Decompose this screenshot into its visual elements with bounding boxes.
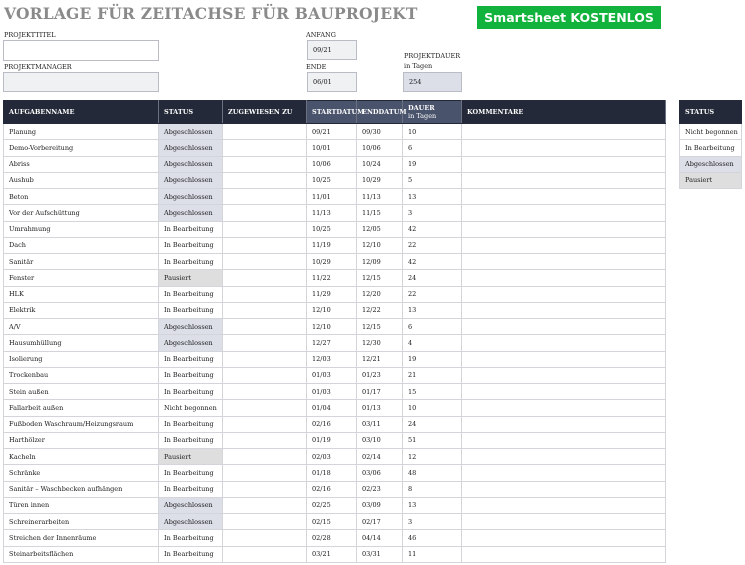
cell-task[interactable]: Harthölzer [4,432,159,448]
cell-start[interactable]: 01/19 [307,432,357,448]
cell-comments[interactable] [462,530,666,546]
cell-task[interactable]: Trockenbau [4,367,159,383]
project-manager-field[interactable] [3,72,159,92]
cell-duration[interactable]: 6 [403,140,462,156]
cell-comments[interactable] [462,465,666,481]
cell-task[interactable]: Hausumhüllung [4,335,159,351]
cell-start[interactable]: 11/22 [307,270,357,286]
table-row [4,221,666,237]
cell-comments[interactable] [462,400,666,416]
cell-status[interactable]: Pausiert [159,449,223,465]
cell-status[interactable]: Nicht begonnen [159,400,223,416]
cell-duration[interactable]: 3 [403,514,462,530]
cell-duration[interactable]: 13 [403,189,462,205]
duration-label: PROJEKTDAUER [404,52,461,60]
cell-comments[interactable] [462,237,666,253]
cell-comments[interactable] [462,432,666,448]
cell-assigned[interactable] [223,286,307,302]
cell-assigned[interactable] [223,384,307,400]
cell-end[interactable]: 12/22 [357,302,403,318]
table-row [4,400,666,416]
table-row [4,546,666,562]
table-row [4,205,666,221]
cell-end[interactable]: 10/24 [357,156,403,172]
cell-duration[interactable]: 5 [403,172,462,188]
duration-header-sub: in Tagen [408,112,437,120]
cell-start[interactable]: 11/19 [307,237,357,253]
cell-task[interactable]: Umrahmung [4,221,159,237]
cell-status[interactable]: In Bearbeitung [159,221,223,237]
cell-status[interactable]: In Bearbeitung [159,286,223,302]
cell-assigned[interactable] [223,351,307,367]
cell-status[interactable]: Abgeschlossen [159,124,223,140]
cell-end[interactable]: 02/23 [357,481,403,497]
cell-task[interactable]: Elektrik [4,302,159,318]
cell-comments[interactable] [462,351,666,367]
cell-start[interactable]: 11/01 [307,189,357,205]
cell-task[interactable]: HLK [4,286,159,302]
cell-duration[interactable]: 19 [403,351,462,367]
cell-task[interactable]: Streichen der Innenräume [4,530,159,546]
cell-start[interactable]: 10/25 [307,221,357,237]
cell-duration[interactable]: 13 [403,497,462,513]
cell-assigned[interactable] [223,416,307,432]
cell-start[interactable]: 01/03 [307,384,357,400]
cell-end[interactable]: 01/13 [357,400,403,416]
cell-end[interactable]: 10/29 [357,172,403,188]
table-row [4,384,666,400]
cell-status[interactable]: Abgeschlossen [159,172,223,188]
cell-task[interactable]: Dach [4,237,159,253]
col-header-assigned[interactable]: ZUGEWIESEN ZU [223,101,307,124]
cell-task[interactable]: Stein außen [4,384,159,400]
col-header-duration[interactable] [403,101,462,124]
cell-status[interactable]: In Bearbeitung [159,465,223,481]
cell-end[interactable]: 12/15 [357,319,403,335]
table-row [4,497,666,513]
legend-header: STATUS [680,101,742,124]
cell-end[interactable]: 03/09 [357,497,403,513]
cell-comments[interactable] [462,221,666,237]
cell-start[interactable]: 09/21 [307,124,357,140]
col-header-status[interactable]: STATUS [159,101,223,124]
cell-status[interactable]: Abgeschlossen [159,205,223,221]
project-title-label: PROJEKTTITEL [4,31,56,39]
cell-task[interactable]: Isolierung [4,351,159,367]
cell-status[interactable]: Abgeschlossen [159,319,223,335]
cell-start[interactable]: 10/29 [307,254,357,270]
cell-assigned[interactable] [223,124,307,140]
cell-comments[interactable] [462,124,666,140]
cell-start[interactable]: 10/25 [307,172,357,188]
cell-end[interactable]: 02/14 [357,449,403,465]
cell-assigned[interactable] [223,497,307,513]
cell-end[interactable]: 12/05 [357,221,403,237]
cell-task[interactable]: Fenster [4,270,159,286]
cell-start[interactable]: 12/03 [307,351,357,367]
cell-comments[interactable] [462,416,666,432]
cell-start[interactable]: 03/21 [307,546,357,562]
cell-end[interactable]: 04/14 [357,530,403,546]
cell-duration[interactable]: 42 [403,221,462,237]
cell-status[interactable]: Abgeschlossen [159,156,223,172]
cell-task[interactable]: Planung [4,124,159,140]
cell-task[interactable]: Fußboden Waschraum/Heizungsraum [4,416,159,432]
cell-duration[interactable]: 48 [403,465,462,481]
cell-end[interactable]: 11/15 [357,205,403,221]
cell-duration[interactable]: 22 [403,286,462,302]
col-header-comments[interactable]: KOMMENTARE [462,101,666,124]
cell-duration[interactable]: 8 [403,481,462,497]
table-row [4,449,666,465]
cell-end[interactable]: 12/20 [357,286,403,302]
legend-paused: Pausiert [680,172,742,188]
table-row [4,270,666,286]
cell-start[interactable]: 02/15 [307,514,357,530]
status-legend [679,100,742,189]
cell-task[interactable]: Kacheln [4,449,159,465]
project-end-field[interactable]: 06/01 [307,72,357,92]
cell-duration[interactable]: 10 [403,124,462,140]
cell-task[interactable]: Abriss [4,156,159,172]
cell-start[interactable]: 01/04 [307,400,357,416]
cell-start[interactable]: 11/29 [307,286,357,302]
cell-comments[interactable] [462,497,666,513]
cell-status[interactable]: In Bearbeitung [159,302,223,318]
cell-status[interactable]: In Bearbeitung [159,351,223,367]
cell-comments[interactable] [462,270,666,286]
table-row [4,140,666,156]
table-row [4,254,666,270]
page-title: VORLAGE FÜR ZEITACHSE FÜR BAUPROJEKT [4,4,418,23]
project-start-field[interactable]: 09/21 [307,40,357,60]
cell-assigned[interactable] [223,400,307,416]
timeline-table [3,100,666,563]
cell-start[interactable]: 10/06 [307,156,357,172]
cell-end[interactable]: 12/09 [357,254,403,270]
cell-task[interactable]: Vor der Aufschüttung [4,205,159,221]
legend-completed: Abgeschlossen [680,156,742,172]
cell-start[interactable]: 02/28 [307,530,357,546]
table-header-row [4,101,666,124]
cell-comments[interactable] [462,449,666,465]
cell-end[interactable]: 03/31 [357,546,403,562]
cell-comments[interactable] [462,286,666,302]
cell-duration[interactable]: 4 [403,335,462,351]
cell-status[interactable]: Abgeschlossen [159,497,223,513]
end-label: ENDE [306,63,327,71]
cell-duration[interactable]: 51 [403,432,462,448]
cell-assigned[interactable] [223,319,307,335]
cell-task[interactable]: Sanitär [4,254,159,270]
cell-assigned[interactable] [223,140,307,156]
cell-assigned[interactable] [223,270,307,286]
cell-duration[interactable]: 15 [403,384,462,400]
cell-task[interactable]: Schreinerarbeiten [4,514,159,530]
cell-task[interactable]: A/V [4,319,159,335]
cell-comments[interactable] [462,384,666,400]
cell-duration[interactable]: 11 [403,546,462,562]
project-title-field[interactable] [3,40,159,61]
cell-end[interactable]: 12/15 [357,270,403,286]
table-row [4,335,666,351]
cell-start[interactable]: 12/10 [307,302,357,318]
cell-status[interactable]: Pausiert [159,270,223,286]
cell-end[interactable]: 12/10 [357,237,403,253]
cell-start[interactable]: 12/27 [307,335,357,351]
table-row [4,367,666,383]
cell-comments[interactable] [462,481,666,497]
cell-assigned[interactable] [223,546,307,562]
cell-duration[interactable]: 6 [403,319,462,335]
cell-assigned[interactable] [223,481,307,497]
cell-assigned[interactable] [223,205,307,221]
cell-assigned[interactable] [223,221,307,237]
cell-start[interactable]: 02/16 [307,416,357,432]
cell-assigned[interactable] [223,302,307,318]
cell-end[interactable]: 01/23 [357,367,403,383]
cell-end[interactable]: 03/10 [357,432,403,448]
cell-duration[interactable]: 22 [403,237,462,253]
project-duration-value: 254 [403,72,462,92]
cell-end[interactable]: 02/17 [357,514,403,530]
table-row [4,172,666,188]
legend-not-started: Nicht begonnen [680,124,742,140]
cell-comments[interactable] [462,335,666,351]
cell-comments[interactable] [462,189,666,205]
cell-assigned[interactable] [223,465,307,481]
cell-duration[interactable]: 46 [403,530,462,546]
cell-comments[interactable] [462,302,666,318]
table-row [4,465,666,481]
cell-start[interactable]: 10/01 [307,140,357,156]
cell-task[interactable]: Fallarbeit außen [4,400,159,416]
cell-duration[interactable]: 12 [403,449,462,465]
cell-status[interactable]: In Bearbeitung [159,367,223,383]
cell-assigned[interactable] [223,530,307,546]
table-row [4,286,666,302]
cell-task[interactable]: Steinarbeitsflächen [4,546,159,562]
cell-status[interactable]: In Bearbeitung [159,432,223,448]
cell-status[interactable]: Abgeschlossen [159,189,223,205]
table-row [4,302,666,318]
cell-comments[interactable] [462,546,666,562]
cell-duration[interactable]: 24 [403,270,462,286]
project-manager-label: PROJEKTMANAGER [4,63,72,71]
duration-sublabel: in Tagen [404,62,433,70]
cell-status[interactable]: Abgeschlossen [159,335,223,351]
try-smartsheet-button[interactable]: Smartsheet KOSTENLOS testen [477,6,661,29]
cell-duration[interactable]: 3 [403,205,462,221]
cell-end[interactable]: 12/21 [357,351,403,367]
cell-status[interactable]: In Bearbeitung [159,481,223,497]
cell-comments[interactable] [462,140,666,156]
start-label: ANFANG [306,31,336,39]
cell-assigned[interactable] [223,189,307,205]
cell-task[interactable]: Schränke [4,465,159,481]
cell-assigned[interactable] [223,172,307,188]
cell-comments[interactable] [462,367,666,383]
table-row [4,481,666,497]
cell-start[interactable]: 02/25 [307,497,357,513]
table-row [4,156,666,172]
table-row [4,319,666,335]
cell-status[interactable]: In Bearbeitung [159,546,223,562]
cell-assigned[interactable] [223,156,307,172]
cell-task[interactable]: Türen innen [4,497,159,513]
cell-end[interactable]: 03/11 [357,416,403,432]
table-row [4,432,666,448]
duration-header-text: DAUER [408,104,435,112]
cell-task[interactable]: Beton [4,189,159,205]
cell-end[interactable]: 03/06 [357,465,403,481]
col-header-task[interactable]: AUFGABENNAME [4,101,159,124]
cell-assigned[interactable] [223,514,307,530]
cell-start[interactable]: 01/18 [307,465,357,481]
cell-comments[interactable] [462,319,666,335]
cell-comments[interactable] [462,514,666,530]
table-row [4,124,666,140]
cell-status[interactable]: In Bearbeitung [159,384,223,400]
cell-start[interactable]: 02/16 [307,481,357,497]
cell-duration[interactable]: 13 [403,302,462,318]
cell-task[interactable]: Demo-Vorbereitung [4,140,159,156]
cell-end[interactable]: 01/17 [357,384,403,400]
cell-assigned[interactable] [223,254,307,270]
cell-duration[interactable]: 42 [403,254,462,270]
cell-end[interactable]: 09/30 [357,124,403,140]
cell-start[interactable]: 12/10 [307,319,357,335]
cell-status[interactable]: In Bearbeitung [159,530,223,546]
cell-duration[interactable]: 10 [403,400,462,416]
table-row [4,189,666,205]
cell-end[interactable]: 10/06 [357,140,403,156]
cell-assigned[interactable] [223,449,307,465]
table-row [4,514,666,530]
cell-comments[interactable] [462,172,666,188]
cell-status[interactable]: Abgeschlossen [159,140,223,156]
cell-status[interactable]: In Bearbeitung [159,416,223,432]
cell-duration[interactable]: 19 [403,156,462,172]
cell-start[interactable]: 02/03 [307,449,357,465]
cell-start[interactable]: 11/13 [307,205,357,221]
cell-end[interactable]: 12/30 [357,335,403,351]
cell-start[interactable]: 01/03 [307,367,357,383]
cell-status[interactable]: In Bearbeitung [159,254,223,270]
table-row [4,351,666,367]
cell-assigned[interactable] [223,335,307,351]
cell-task[interactable]: Sanitär – Waschbecken aufhängen [4,481,159,497]
cell-duration[interactable]: 24 [403,416,462,432]
table-row [4,530,666,546]
cell-assigned[interactable] [223,237,307,253]
cell-status[interactable]: In Bearbeitung [159,237,223,253]
table-row [4,416,666,432]
col-header-start[interactable]: STARTDATUM [307,101,357,124]
cell-comments[interactable] [462,156,666,172]
cell-status[interactable]: Abgeschlossen [159,514,223,530]
cell-duration[interactable]: 21 [403,367,462,383]
col-header-end[interactable]: ENDDATUM [357,101,403,124]
cell-task[interactable]: Aushub [4,172,159,188]
cell-comments[interactable] [462,254,666,270]
cell-assigned[interactable] [223,432,307,448]
legend-in-progress: In Bearbeitung [680,140,742,156]
table-row [4,237,666,253]
cell-assigned[interactable] [223,367,307,383]
cell-end[interactable]: 11/13 [357,189,403,205]
cell-comments[interactable] [462,205,666,221]
